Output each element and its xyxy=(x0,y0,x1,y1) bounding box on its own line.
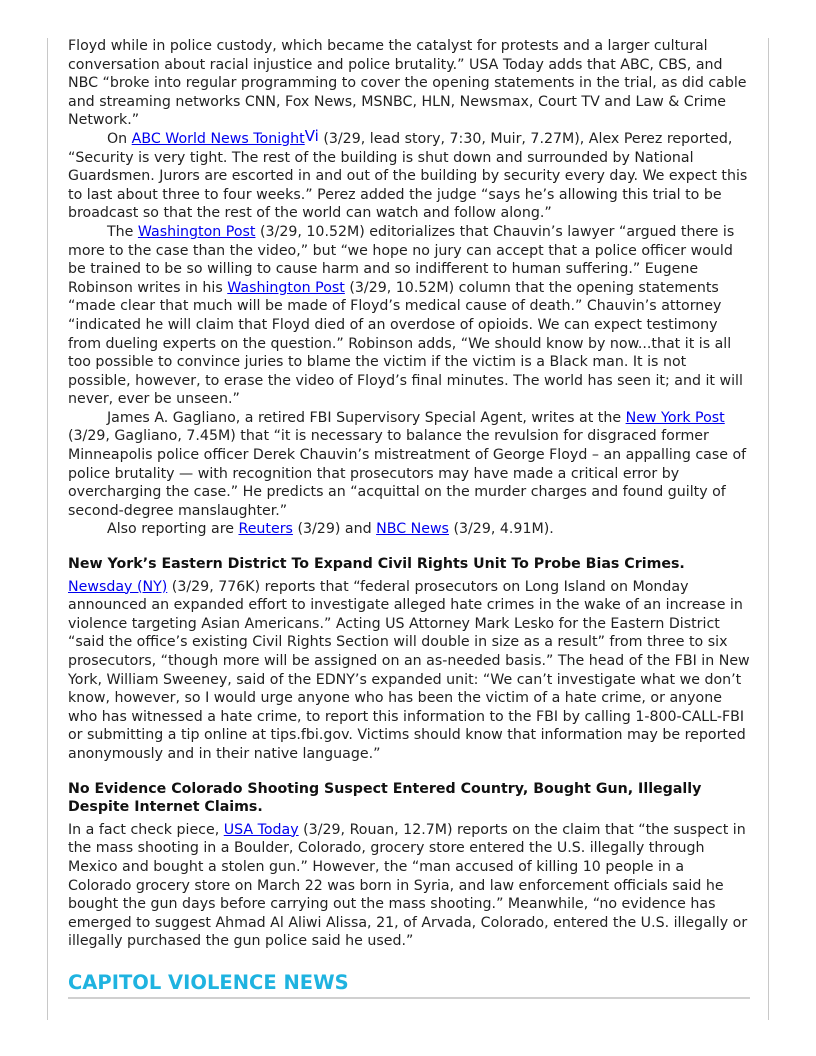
paragraph xyxy=(68,821,750,951)
paragraph xyxy=(68,578,750,764)
link-abc-world-news-tonight[interactable]: ABC World News Tonight xyxy=(131,130,305,147)
paragraph: Floyd while in police custody, which became the catalyst for protests and a larger cultural conversation about racial injustice and police brutality.” USA Today adds that ABC, CBS, and NBC “broke into regular programming to cover the opening statements in the trial, as did cable and streaming networks CNN, Fox News, MSNBC, HLN, Newsmax, Court TV and Law & Crime Network.” xyxy=(68,38,747,129)
right-margin-rule xyxy=(768,38,769,1020)
link-nbc-news[interactable]: NBC News xyxy=(376,521,449,538)
text: (3/29, Gagliano, 7.45M) that “it is necessary to balance the revulsion for disgraced former Minneapolis police officer Derek Chauvin’s mistreatment of George Floyd – an appalling case of police brutality — with recognition that prosecutors may have made a critical error by overcharging the case.” He predicts an “acquittal on the murder charges and found guilty of second-degree manslaughter.” xyxy=(68,428,747,519)
text: (3/29, lead story, 7:30, Muir, 7.27M), Alex Perez reported, “Security is very tight. The rest of the building is shut down and surrounded by National Guardsmen. Jurors are escorted in and out of the building by security every day. We expect this to last about three to four weeks.” Perez added the judge “says he’s allowing this trial to be broadcast so that the rest of the world can watch and follow along.” xyxy=(68,130,748,222)
video-footnote-marker[interactable]: Vi xyxy=(304,126,319,145)
headline-civil-rights-unit: New York’s Eastern District To Expand Civil Rights Unit To Probe Bias Crimes. xyxy=(68,556,685,573)
headline-colorado-shooting: No Evidence Colorado Shooting Suspect Entered Country, Bought Gun, Illegally Despite Internet Claims. xyxy=(68,780,702,816)
paragraph xyxy=(68,126,750,223)
text: In a fact check piece, xyxy=(68,821,224,838)
link-usa-today[interactable]: USA Today xyxy=(223,821,299,838)
left-margin-rule xyxy=(47,38,48,1020)
text: (3/29, 776K) reports that “federal prosecutors on Long Island on Monday announced an expanded effort to investigate alleged hate crimes in the wake of an increase in violence targeting Asian Americans.” Acting US Attorney Mark Lesko for the Eastern District “said the office’s existing Civil Rights Section will double in size as a result” from three to six prosecutors, “though more will be assigned on an as-needed basis.” The head of the FBI in New York, William Sweeney, said of the EDNY’s expanded unit: “We can’t investigate what we don’t know, however, so I would urge anyone who has been the victim of a hate crime, or anyone who has witnessed a hate crime, to report this information to the FBI by calling 1-800-CALL-FBI or submitting a tip online at tips.fbi.gov. Victims should know that information may be reported anonymously and in their native language.” xyxy=(68,578,750,762)
text: The xyxy=(107,223,138,240)
text: Also reporting are xyxy=(107,521,239,538)
text: James A. Gagliano, a retired FBI Supervisory Special Agent, writes at the xyxy=(107,409,626,426)
article-body xyxy=(68,37,750,999)
link-newsday[interactable]: Newsday (NY) xyxy=(68,578,168,595)
paragraph xyxy=(68,520,750,539)
text: (3/29, 4.91M). xyxy=(448,521,554,538)
section-title: CAPITOL VIOLENCE NEWS xyxy=(68,971,750,999)
text: (3/29, Rouan, 12.7M) reports on the claim that “the suspect in the mass shooting in a Boulder, Colorado, grocery store entered the U.S. illegally through Mexico and bought a stolen gun.” However, the “man accused of killing 10 people in a Colorado grocery store on March 22 was born in Syria, and law enforcement officials said he bought the gun days before carrying out the mass shooting.” Meanwhile, “no evidence has emerged to suggest Ahmad Al Aliwi Alissa, 21, of Arvada, Colorado, entered the U.S. illegally or illegally purchased the gun police said he used.” xyxy=(68,821,748,950)
text: On xyxy=(107,130,132,147)
link-new-york-post[interactable]: New York Post xyxy=(625,409,725,426)
text: (3/29, 10.52M) editorializes that Chauvin’s lawyer “argued there is more to the case than the video,” but “we hope no jury can accept that a police officer would be trained to be so willing to cause harm and so indifferent to human suffering.” Eugene Robinson writes in his xyxy=(68,223,735,296)
paragraph xyxy=(68,409,750,521)
link-reuters[interactable]: Reuters xyxy=(238,521,293,538)
text: (3/29) and xyxy=(292,521,377,538)
text: (3/29, 10.52M) column that the opening statements “made clear that much will be made of Floyd’s medical cause of death.” Chauvin’s attorney “indicated he will claim that Floyd died of an overdose of opioids. We can expect testimony from dueling experts on the question.” Robinson adds, “We should know by now...that it is all too possible to convince juries to blame the victim if the victim is a Black man. It is not possible, however, to erase the video of Floyd’s final minutes. The world has seen it; and it will never, ever be unseen.” xyxy=(68,279,743,408)
paragraph xyxy=(68,223,750,409)
link-washington-post[interactable]: Washington Post xyxy=(137,223,256,240)
link-washington-post-column[interactable]: Washington Post xyxy=(227,279,345,296)
